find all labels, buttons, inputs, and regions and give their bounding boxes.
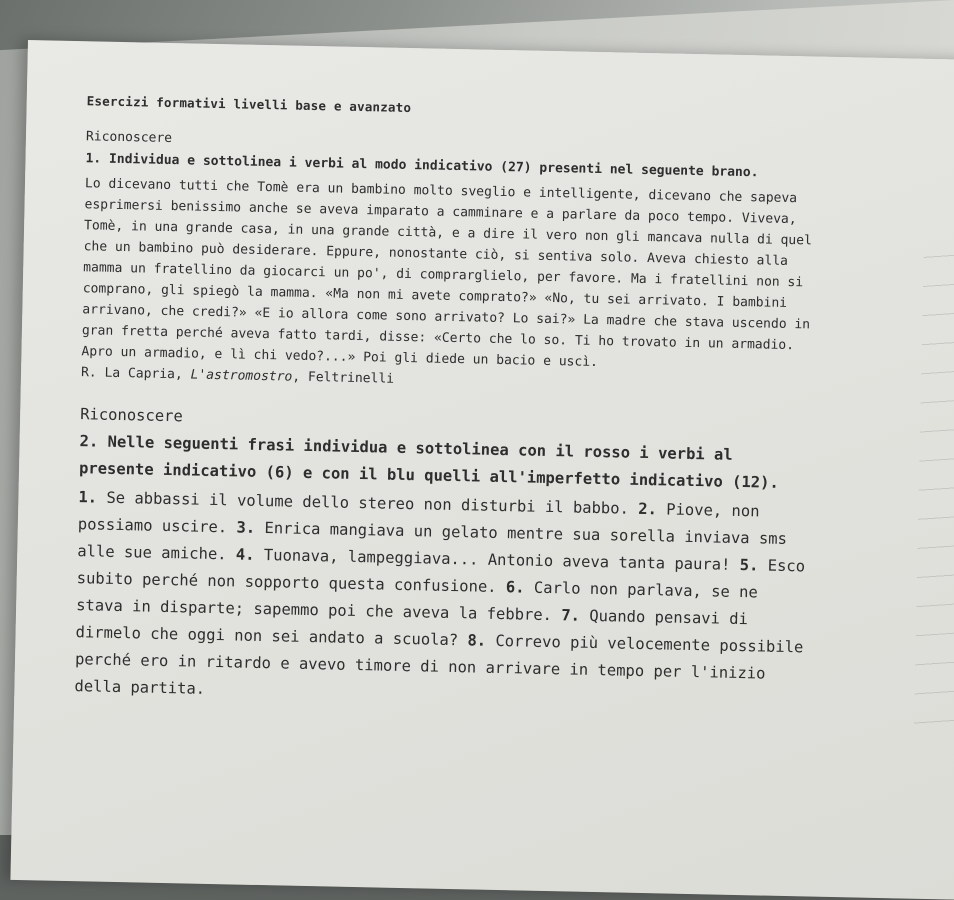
exercise-2-instruction: 2. Nelle seguenti frasi individua e sottolinea con il rosso i verbi al presente indicativo (6) e con il blu quelli all'imperfetto indicativo (12). — [78, 432, 779, 492]
exercise-1-text: Lo dicevano tutti che Tomè era un bambino molto sveglio e intelligente, dicevano che sapeva esprimersi benissimo anche se aveva imparato a camminare e a parlare da poco tempo. Viveva, Tomè, in una grande casa, in una grande città, e a dire il vero non gli mancava nulla di quel che un bambino può desiderare. Eppure, nonostante ciò, si sentiva solo. Aveva chiesto alla mamma un fratellino da giocarci un po', di comprarglielo, per favore. Ma i fratellini non si comprano, gli spiegò la mamma. «Ma non mi avete comprato?» «No, tu sei arrivato. I bambini arrivano, che credi?» «E io allora come sono arrivato? Lo sai?» La madre che stava uscendo in gran fretta perché aveva fatto tardi, disse: «Certo che lo so. Ti ho trovato in un armadio. Apro un armadio, e lì chi vedo?...» Poi gli diede un bacio e uscì. — [81, 176, 813, 371]
sentence-number: 6. — [505, 578, 525, 597]
sentence-number: 8. — [467, 631, 487, 650]
source-publisher: , Feltrinelli — [292, 369, 395, 387]
sentence-text: Se abbassi il volume dello stereo non disturbi il babbo. — [96, 488, 639, 518]
exercise-1 — [81, 126, 816, 398]
sentence-number: 4. — [235, 545, 255, 564]
sentence-text: Esco subito perché non sopporto questa confusione. — [76, 556, 806, 597]
sentence-number: 5. — [739, 556, 759, 575]
sentence-text: Correvo più velocemente possibile perché ero in ritardo e avevo timore di non arrivare in tempo per l'inizio della partita. — [74, 631, 804, 698]
sentence-number: 2. — [638, 499, 658, 519]
source-title: L'astromostro — [190, 367, 293, 385]
sentence-number: 1. — [78, 488, 98, 507]
exercise-2-sentences — [74, 484, 808, 715]
source-author: R. La Capria, — [80, 365, 191, 383]
page-content — [74, 93, 817, 715]
sentence-text: Piove, non possiamo uscire. — [77, 500, 760, 537]
sentence-text: Quando pensavi di dirmelo che oggi non sei andato a scuola? — [75, 606, 749, 650]
page-ruled-lines — [914, 229, 954, 730]
exercise-2-heading: Riconoscere — [79, 405, 183, 426]
page-title: Esercizi formativi livelli base e avanzato — [86, 93, 412, 116]
exercise-1-heading: Riconoscere — [85, 129, 173, 147]
notebook-page — [10, 40, 954, 900]
sentence-text: Carlo non parlava, se ne stava in disparte; sapemmo poi che aveva la febbre. — [75, 578, 759, 625]
sentence-text: Tuonava, lampeggiava... Antonio aveva tanta paura! — [254, 545, 740, 575]
exercise-1-instruction: 1. Individua e sottolinea i verbi al modo indicativo (27) presenti nel seguente brano. — [85, 151, 759, 181]
exercise-2 — [74, 401, 810, 715]
sentence-text: Enrica mangiava un gelato mentre sua sorella inviava sms alle sue amiche. — [77, 518, 788, 564]
sentence-number: 7. — [561, 606, 581, 625]
sentence-number: 3. — [236, 518, 256, 537]
